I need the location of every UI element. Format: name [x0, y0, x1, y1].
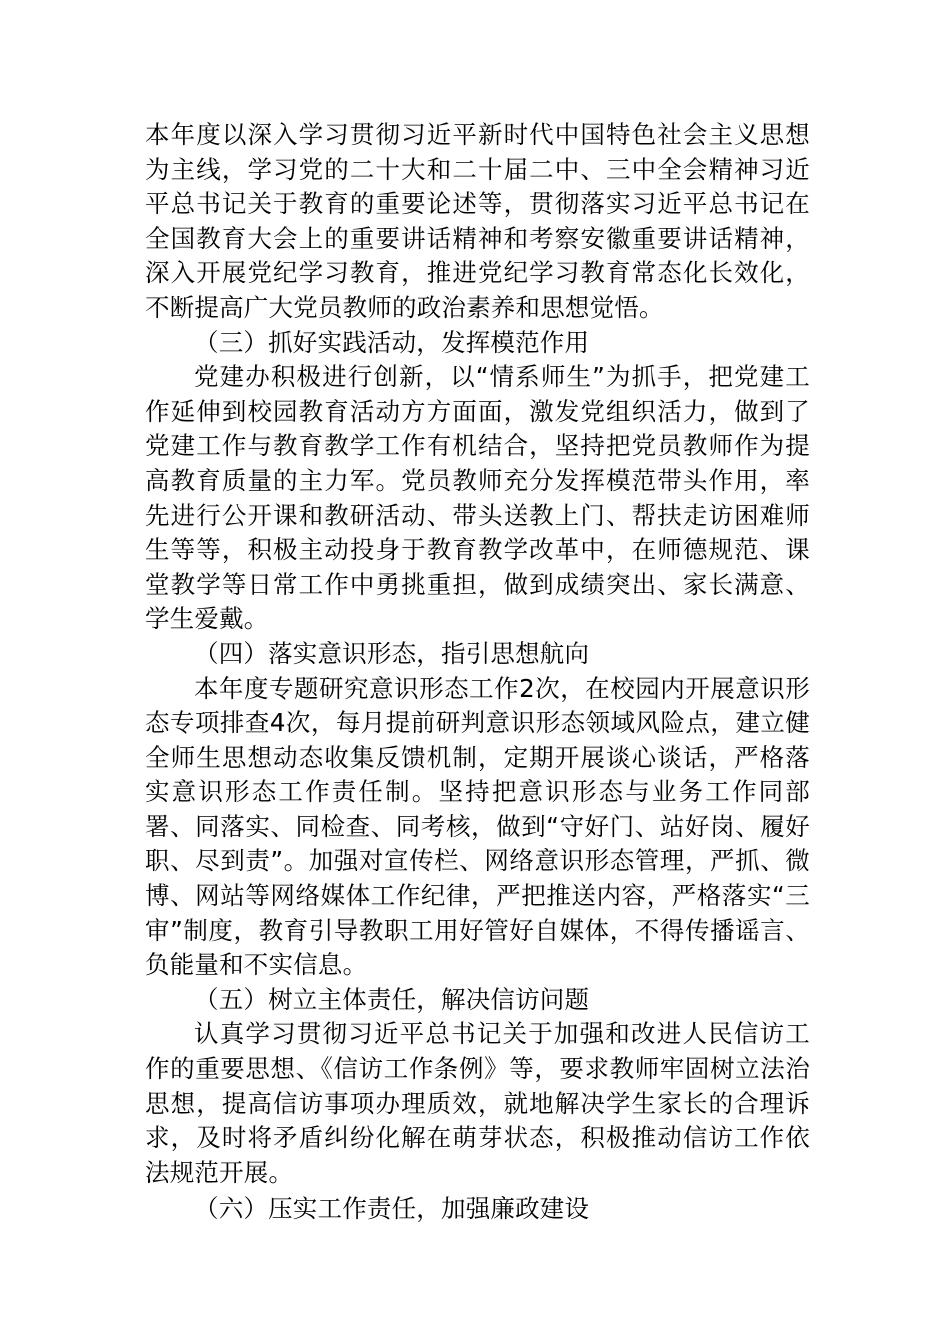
document-page [145, 118, 810, 1227]
section-heading-5: （五）树立主体责任，解决信访问题 [194, 984, 590, 1014]
paragraph-ideology: 本年度专题研究意识形态工作2次，在校园内开展意识形态专项排查4次，每月提前研判意识形态领域风险点，建立健全师生思想动态收集反馈机制，定期开展谈心谈话，严格落实意识形态工作责任制。坚持把意识形态与业务工作同部署、同落实、同检查、同考核，做到“守好门、站好岗、履好职、尽到责”。加强对宣传栏、网络意识形态管理，严抓、微博、网站等网络媒体工作纪律，严把推送内容，严格落实“三审”制度，教育引导教职工用好管好自媒体，不得传播谣言、负能量和不实信息。 [145, 673, 810, 980]
section-heading-3: （三）抓好实践活动，发挥模范作用 [194, 327, 590, 357]
paragraph-petitions: 认真学习贯彻习近平总书记关于加强和改进人民信访工作的重要思想、《信访工作条例》等，要求教师牢固树立法治思想，提高信访事项办理质效，就地解决学生家长的合理诉求，及时将矛盾纠纷化解在萌芽状态，积极推动信访工作依法规范开展。 [145, 1019, 810, 1187]
paragraph-intro: 本年度以深入学习贯彻习近平新时代中国特色社会主义思想为主线，学习党的二十大和二十届二中、三中全会精神习近平总书记关于教育的重要论述等，贯彻落实习近平总书记在全国教育大会上的重要讲话精神和考察安徽重要讲话精神，深入开展党纪学习教育，推进党纪学习教育常态化长效化，不断提高广大党员教师的政治素养和思想觉悟。 [145, 120, 810, 322]
section-heading-4: （四）落实意识形态，指引思想航向 [194, 638, 590, 668]
section-heading-6: （六）压实工作责任，加强廉政建设 [194, 1194, 590, 1224]
paragraph-practice-activities: 党建办积极进行创新，以“情系师生”为抓手，把党建工作延伸到校园教育活动方方面面，激发党组织活力，做到了党建工作与教育教学工作有机结合，坚持把党员教师作为提高教育质量的主力军。党员教师充分发挥模范带头作用，率先进行公开课和教研活动、带头送教上门、帮扶走访困难师生等等，积极主动投身于教育教学改革中，在师德规范、课堂教学等日常工作中勇挑重担，做到成绩突出、家长满意、学生爱戴。 [145, 362, 810, 634]
